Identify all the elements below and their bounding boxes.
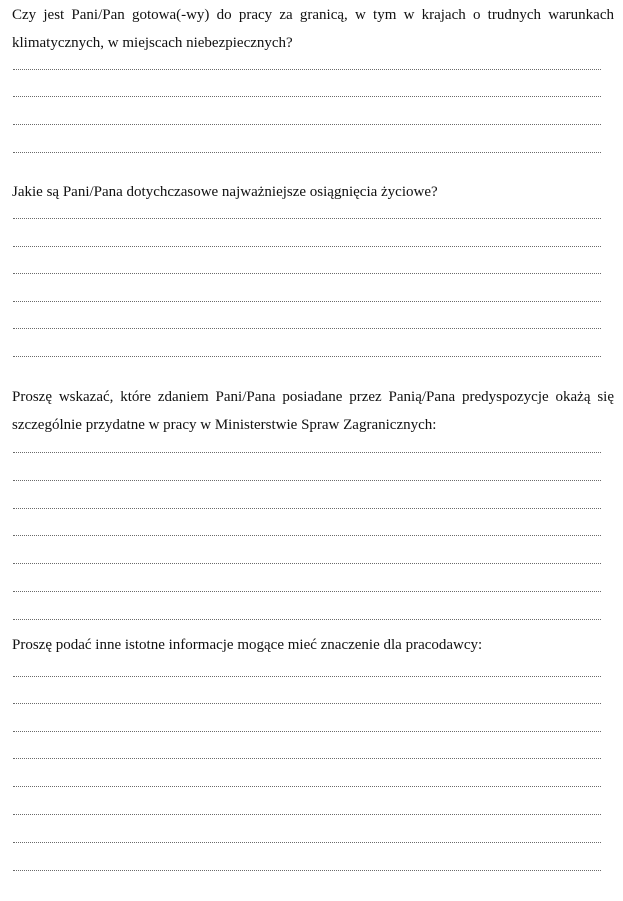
answer-line[interactable]: [13, 480, 601, 481]
answer-line[interactable]: [13, 328, 601, 329]
answer-line[interactable]: [13, 273, 601, 274]
question-3-text: Proszę wskazać, które zdaniem Pani/Pana posiadane przez Panią/Pana predyspozycje okażą się szczególnie przydatne w pracy w Ministerstwie Spraw Zagranicznych:: [12, 389, 614, 433]
answer-line[interactable]: [13, 69, 601, 70]
answer-line[interactable]: [13, 786, 601, 787]
answer-line[interactable]: [13, 591, 601, 592]
answer-line[interactable]: [13, 508, 601, 509]
answer-line[interactable]: [13, 96, 601, 97]
answer-line[interactable]: [13, 152, 601, 153]
answer-line[interactable]: [13, 842, 601, 843]
question-2-text: Jakie są Pani/Pana dotychczasowe najważniejsze osiągnięcia życiowe?: [12, 184, 438, 200]
answer-line[interactable]: [13, 563, 601, 564]
answer-line[interactable]: [13, 535, 601, 536]
answer-line[interactable]: [13, 356, 601, 357]
answer-line[interactable]: [13, 731, 601, 732]
answer-line[interactable]: [13, 619, 601, 620]
answer-line[interactable]: [13, 218, 601, 219]
answer-line[interactable]: [13, 703, 601, 704]
answer-line[interactable]: [13, 870, 601, 871]
question-4-text: Proszę podać inne istotne informacje mogące mieć znaczenie dla pracodawcy:: [12, 637, 483, 653]
answer-line[interactable]: [13, 452, 601, 453]
answer-line[interactable]: [13, 814, 601, 815]
answer-line[interactable]: [13, 124, 601, 125]
question-1-text: Czy jest Pani/Pan gotowa(-wy) do pracy za granicą, w tym w krajach o trudnych warunkach klimatycznych, w miejscach niebezpiecznych?: [12, 7, 614, 51]
answer-line[interactable]: [13, 301, 601, 302]
answer-line[interactable]: [13, 758, 601, 759]
answer-line[interactable]: [13, 246, 601, 247]
answer-line[interactable]: [13, 676, 601, 677]
